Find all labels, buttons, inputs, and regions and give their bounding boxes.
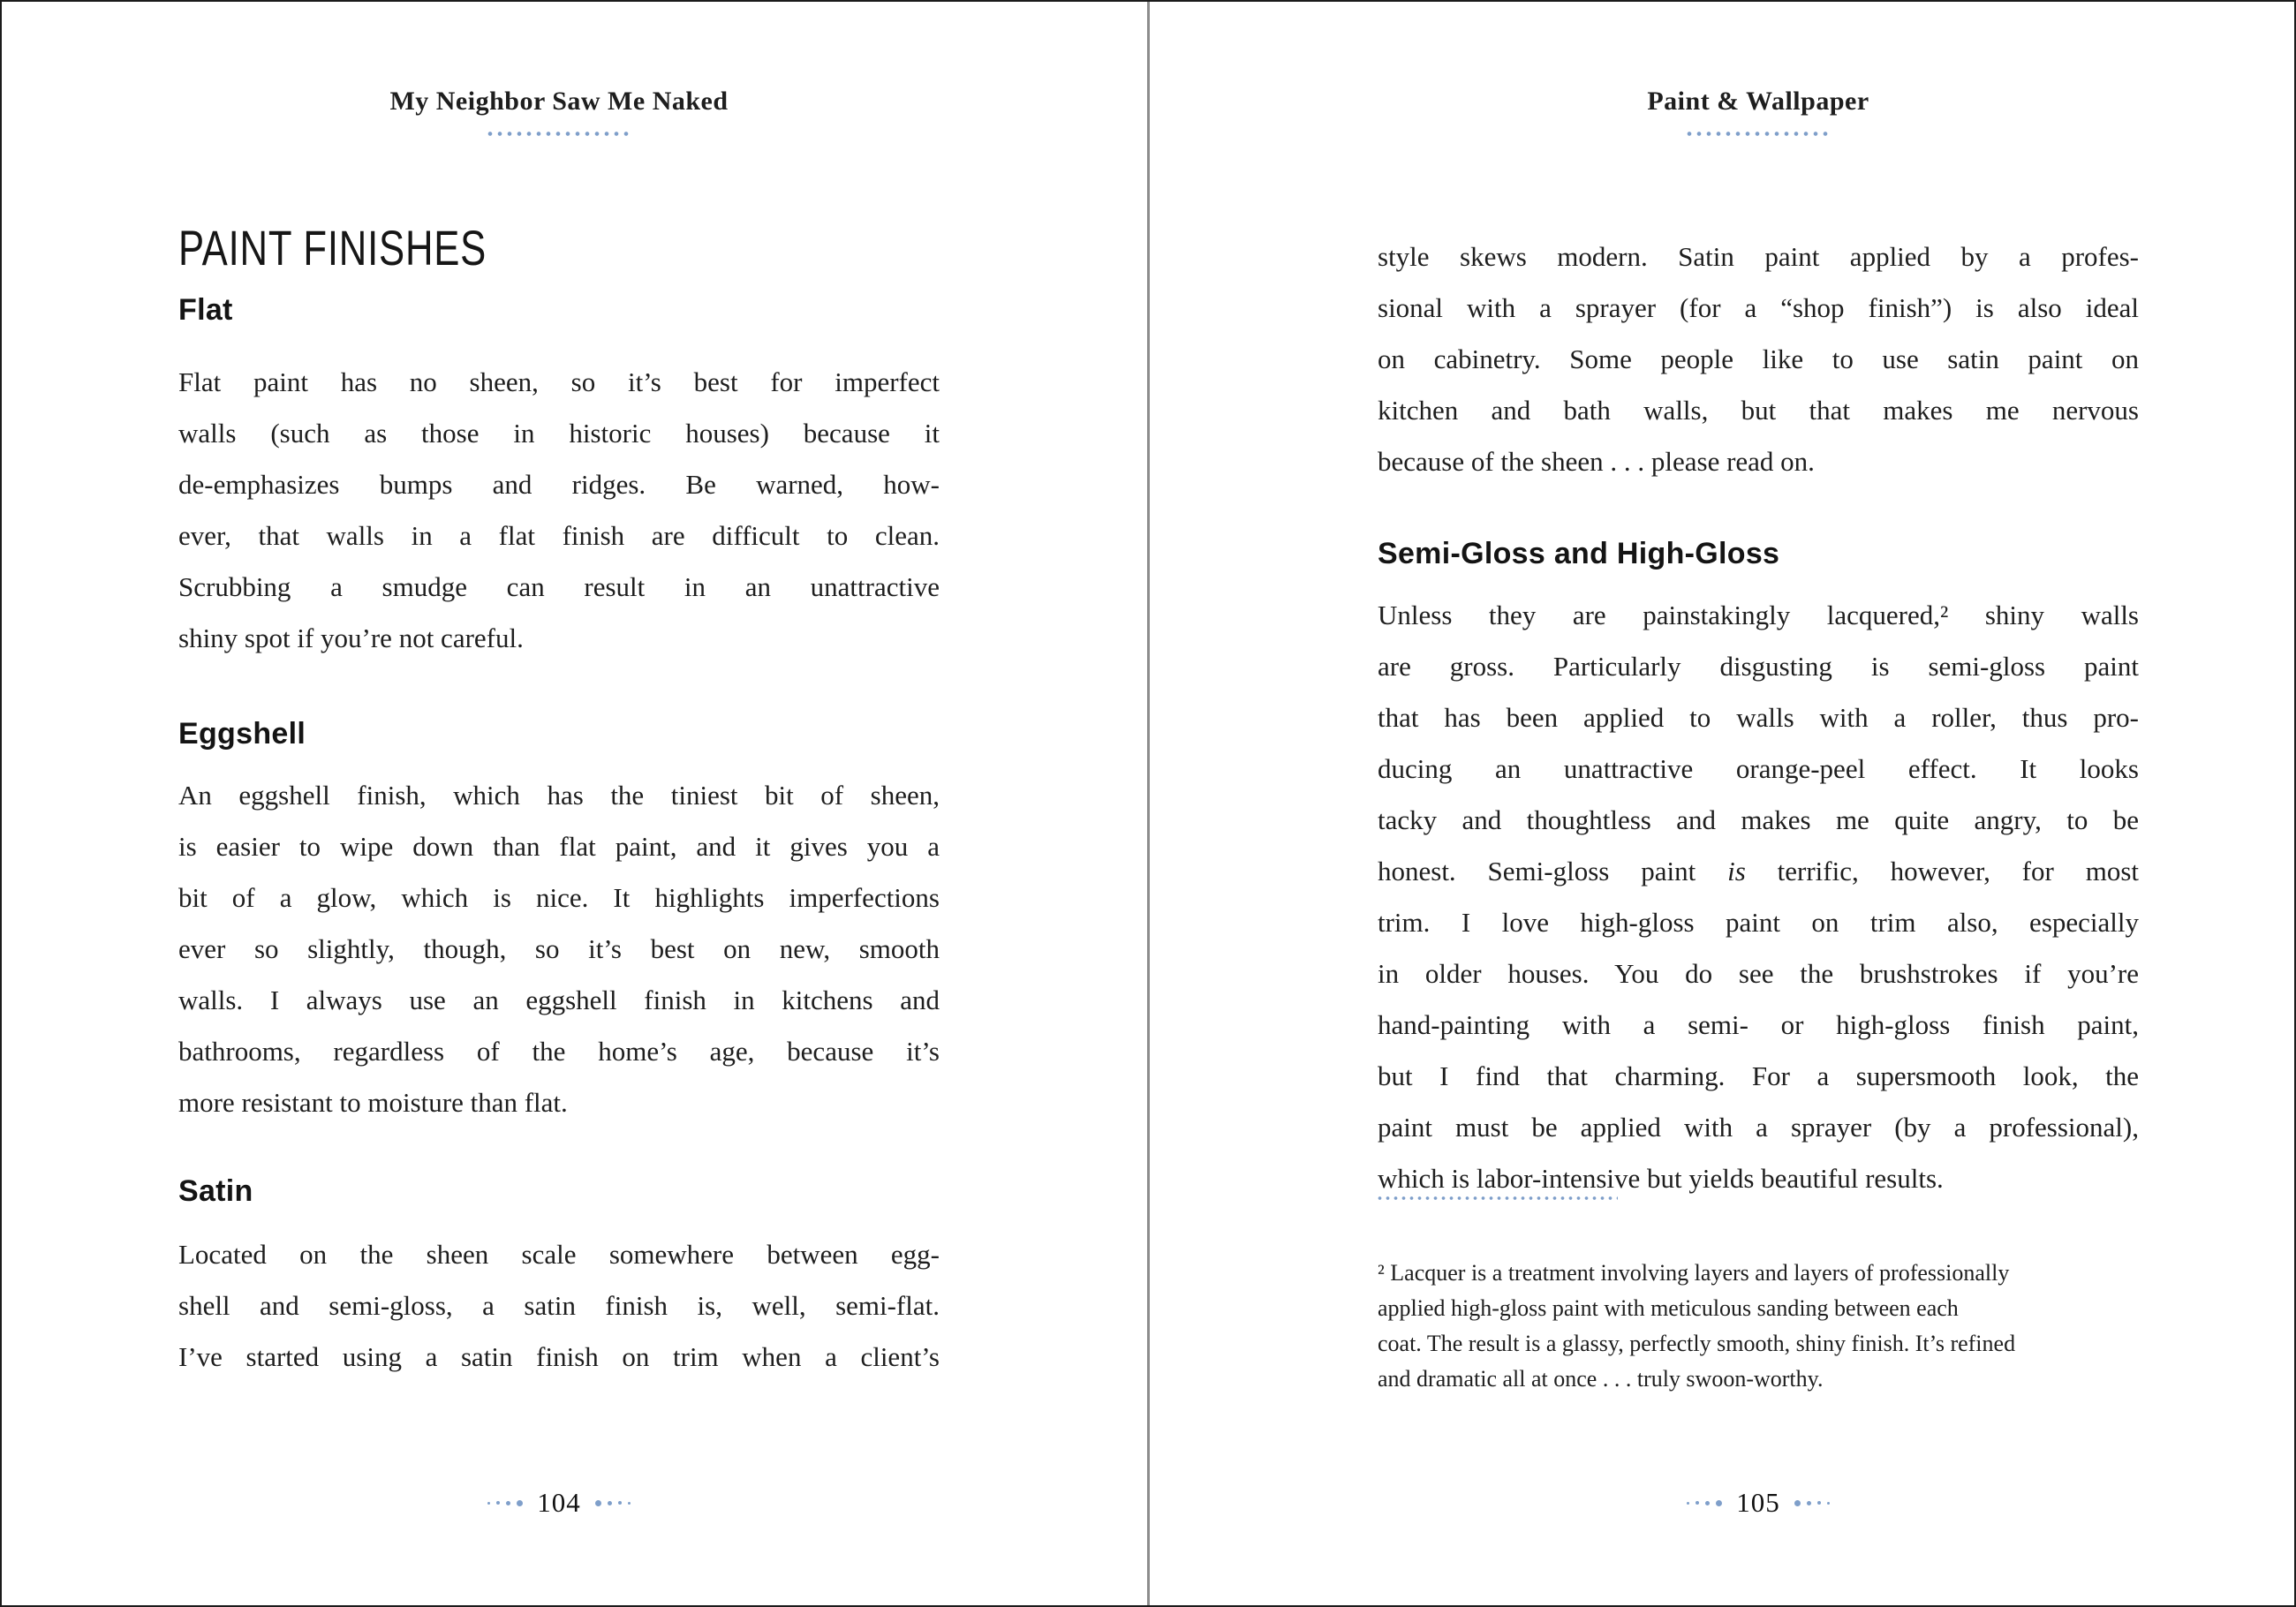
folio-dots-right [595,1500,631,1506]
text-line: is easier to wipe down than flat paint, and it gives you a [178,831,940,862]
page-number-value: 105 [1736,1487,1780,1518]
paragraph-eggshell [178,770,940,1128]
heading-semi-gloss-high-gloss: Semi-Gloss and High-Gloss [1378,537,1780,570]
folio-dots-left [1687,1500,1722,1506]
text-line: trim. I love high-gloss paint on trim also, especially [1378,907,2139,938]
text-line: paint must be applied with a sprayer (by a professional), [1378,1112,2139,1143]
page-number-value: 104 [537,1487,581,1518]
text-line: walls. I always use an eggshell finish in kitchens and [178,985,940,1015]
text-line: tacky and thoughtless and makes me quite angry, to be [1378,804,2139,835]
section-title-paint-finishes: PAINT FINISHES [178,220,487,275]
text-line: bit of a glow, which is nice. It highlights imperfections [178,882,940,913]
text-line: Unless they are painstakingly lacquered,² shiny walls [1378,600,2139,630]
text-line: kitchen and bath walls, but that makes me nervous [1378,395,2139,426]
text-line: in older houses. You do see the brushstrokes if you’re [1378,958,2139,989]
paragraph-flat [178,357,940,664]
text-line: walls (such as those in historic houses) because it [178,418,940,449]
text-line: on cabinetry. Some people like to use satin paint on [1378,343,2139,374]
heading-satin: Satin [178,1174,253,1208]
text-line: Scrubbing a smudge can result in an unattractive [178,571,940,602]
text-line: sional with a sprayer (for a “shop finish”) is also ideal [1378,292,2139,323]
text-line: but I find that charming. For a supersmooth look, the [1378,1060,2139,1091]
text-line: hand-painting with a semi- or high-gloss finish paint, [1378,1009,2139,1040]
text-line: ² Lacquer is a treatment involving layers and layers of professionally [1378,1260,2010,1286]
text-line: that has been applied to walls with a roller, thus pro- [1378,702,2139,733]
footnote-lacquer [1378,1256,2139,1397]
running-head-right: Paint & Wallpaper [1647,87,1869,116]
text-line: applied high-gloss paint with meticulous sanding between each [1378,1295,1959,1321]
heading-eggshell: Eggshell [178,717,306,751]
text-line: ever so slightly, though, so it’s best on new, smooth [178,933,940,964]
page-number-left [178,1487,940,1519]
text-line: honest. Semi-gloss paint is terrific, however, for most [1378,856,2139,886]
left-page [178,2,940,1605]
folio-dots-left [487,1500,523,1506]
text-line: bathrooms, regardless of the home’s age, because it’s [178,1036,940,1067]
page-number-right [1378,1487,2139,1519]
running-head-dotted-rule [1687,131,1831,137]
text-line: ducing an unattractive orange-peel effect. It looks [1378,753,2139,784]
text-line: shiny spot if you’re not careful. [178,622,524,653]
paragraph-satin [178,1229,940,1383]
text-line: because of the sheen . . . please read on. [1378,446,1815,477]
running-head-left: My Neighbor Saw Me Naked [389,87,729,116]
heading-flat: Flat [178,293,233,327]
text-line: more resistant to moisture than flat. [178,1087,568,1118]
text-line: Flat paint has no sheen, so it’s best for imperfect [178,366,940,397]
text-line: style skews modern. Satin paint applied by a profes- [1378,241,2139,272]
page-divider [1147,2,1150,1605]
folio-dots-right [1794,1500,1830,1506]
text-line: and dramatic all at once . . . truly swoon-worthy. [1378,1366,1824,1392]
text-line: ever, that walls in a flat finish are difficult to clean. [178,520,940,551]
right-page [1378,2,2139,1605]
footnote-dotted-rule [1378,1196,1618,1201]
paragraph-semi-gloss [1378,590,2139,1204]
text-line: I’ve started using a satin finish on trim when a client’s [178,1341,940,1372]
running-head-dotted-rule [487,131,631,137]
paragraph-satin-continued [1378,231,2139,487]
text-line: are gross. Particularly disgusting is semi-gloss paint [1378,651,2139,682]
text-line: de-emphasizes bumps and ridges. Be warned, how- [178,469,940,500]
text-line: coat. The result is a glassy, perfectly smooth, shiny finish. It’s refined [1378,1331,2016,1356]
text-line: which is labor-intensive but yields beautiful results. [1378,1163,1944,1194]
text-line: shell and semi-gloss, a satin finish is, well, semi-flat. [178,1290,940,1321]
text-line: Located on the sheen scale somewhere between egg- [178,1239,940,1270]
text-line: An eggshell finish, which has the tiniest bit of sheen, [178,780,940,811]
